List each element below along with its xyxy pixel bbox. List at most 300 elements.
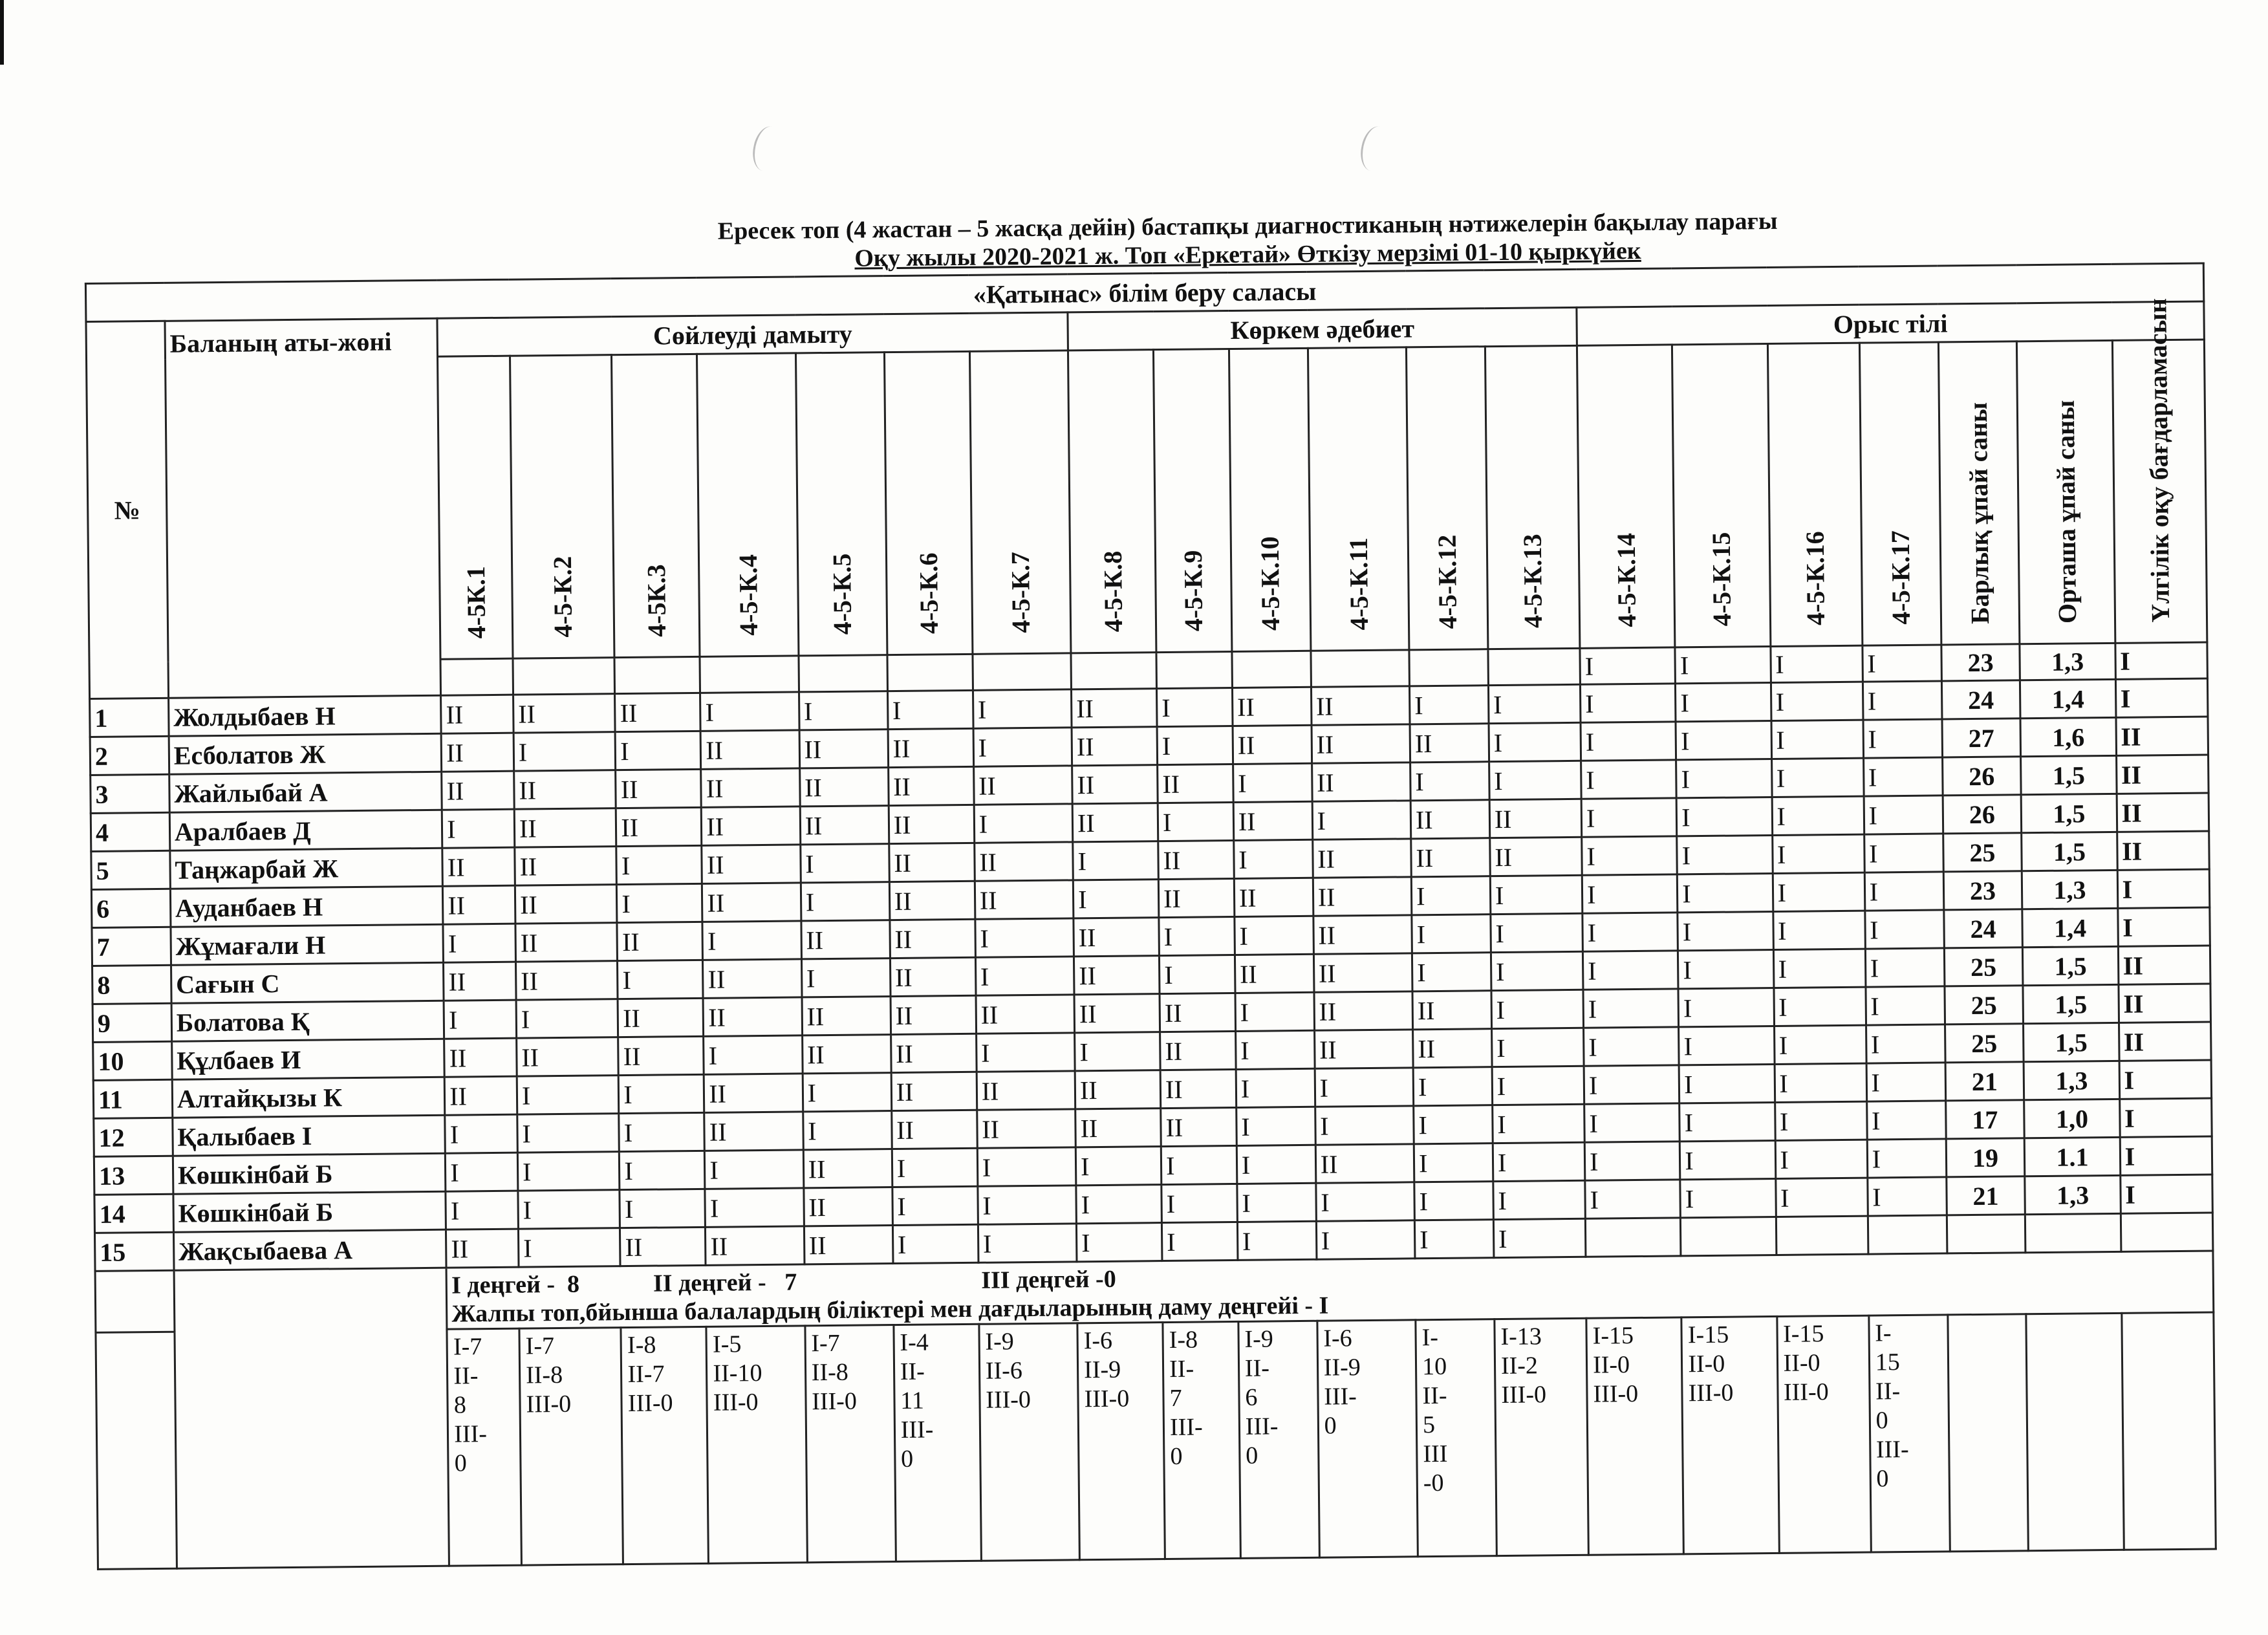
mark-cell: I — [892, 1148, 978, 1187]
mark-cell: I — [1159, 916, 1235, 955]
mark-cell: I — [892, 1224, 978, 1263]
level-cell: I — [2117, 869, 2210, 908]
criterion-header-label: 4-5-К.15 — [1707, 532, 1737, 627]
mark-cell: II — [888, 728, 974, 767]
criterion-header — [1229, 348, 1310, 651]
mark-cell: I — [1235, 916, 1313, 955]
criterion-header — [1577, 345, 1675, 648]
row-number: 8 — [92, 965, 171, 1004]
mark-cell — [513, 658, 615, 695]
row-number: 10 — [93, 1041, 172, 1080]
mark-cell — [1232, 651, 1311, 688]
row-number: 1 — [90, 698, 169, 737]
mark-cell: I — [516, 999, 618, 1039]
summary-cell — [447, 1328, 521, 1566]
program-header-label: Үлгілік оқу бағдарламасын — [2143, 298, 2176, 623]
mark-cell: II — [889, 805, 975, 843]
mark-cell: I — [1773, 911, 1865, 949]
child-name: Жайлыбай А — [169, 772, 442, 812]
criterion-header — [1154, 349, 1232, 653]
blank-cell — [95, 1270, 175, 1332]
mark-cell: II — [1072, 803, 1158, 842]
mark-cell: II — [703, 959, 802, 998]
mark-cell: II — [704, 1112, 803, 1151]
mark-cell: I — [1678, 873, 1773, 912]
mark-cell: II — [977, 1071, 1075, 1110]
summary-text: I- 10 II- 5 III -0 — [1421, 1323, 1448, 1497]
mark-cell: I — [1409, 686, 1488, 724]
mark-cell: II — [515, 961, 618, 1001]
mark-cell: II — [1072, 727, 1158, 766]
child-name: Көшкінбай Б — [173, 1191, 446, 1232]
mark-cell — [799, 655, 888, 692]
mark-cell: I — [1312, 801, 1411, 839]
mark-cell: I — [444, 1000, 516, 1039]
criterion-header-label: 4-5-К.8 — [1097, 550, 1128, 633]
criterion-header-label: 4-5-К.7 — [1006, 552, 1036, 634]
criterion-header-label: 4-5-К.6 — [914, 552, 944, 634]
summary-cell — [1238, 1321, 1319, 1558]
avg-cell: 1,5 — [2021, 755, 2117, 794]
mark-cell: I — [1237, 1107, 1315, 1145]
child-name: Сағын С — [171, 962, 444, 1003]
mark-cell: II — [1233, 801, 1312, 840]
mark-cell: I — [1489, 722, 1581, 761]
summary-text: I-15 II-0 III-0 — [1782, 1320, 1829, 1406]
mark-cell: I — [1867, 1139, 1946, 1178]
child-name: Жолдыбаев Н — [168, 695, 441, 736]
summary-cell — [1869, 1315, 1950, 1552]
avg-score-header-label: Орташа ұпай саны — [2050, 400, 2082, 623]
mark-cell: I — [1315, 1068, 1414, 1107]
mark-cell — [973, 653, 1072, 690]
mark-cell: I — [1315, 1106, 1414, 1145]
mark-cell: I — [1676, 797, 1772, 836]
mark-cell: II — [1413, 1029, 1492, 1068]
mark-cell: II — [618, 998, 704, 1037]
criterion-header — [1859, 342, 1941, 645]
mark-cell: II — [1072, 765, 1158, 804]
mark-cell: I — [446, 1153, 518, 1191]
number-header: № — [86, 321, 168, 698]
child-name: Ауданбаев Н — [170, 886, 443, 927]
mark-cell: II — [1072, 689, 1158, 728]
diagnostics-table — [85, 263, 2217, 1570]
mark-cell — [1585, 1218, 1681, 1257]
criterion-header-label: 4-5К.1 — [460, 565, 491, 639]
mark-cell: I — [1582, 874, 1678, 913]
mark-cell: I — [1160, 955, 1235, 993]
mark-cell: I — [1679, 1026, 1775, 1065]
mark-cell: II — [444, 1076, 517, 1115]
mark-cell: II — [442, 771, 514, 810]
summary-cell — [1077, 1323, 1165, 1560]
criterion-header-label: 4-5-К.16 — [1800, 531, 1831, 626]
mark-cell: I — [513, 732, 616, 772]
mark-cell: II — [1160, 1069, 1236, 1108]
mark-cell: II — [799, 730, 889, 768]
mark-cell: II — [1313, 953, 1412, 992]
child-name: Болатова Қ — [171, 1001, 444, 1041]
group-russian-header: Орыс тілі — [1577, 301, 2204, 345]
child-name: Көшкінбай Б — [173, 1153, 446, 1194]
child-name: Алтайқызы К — [172, 1077, 445, 1118]
mark-cell: I — [1075, 1147, 1161, 1186]
mark-cell: I — [1490, 875, 1582, 914]
summary-cell — [805, 1325, 896, 1563]
criterion-header — [795, 352, 887, 656]
mark-cell — [1409, 649, 1488, 686]
row-number: 15 — [94, 1232, 173, 1271]
mark-cell: I — [978, 1224, 1077, 1262]
summary-text: I-15 II-0 III-0 — [1687, 1321, 1734, 1407]
level-cell: I — [2120, 1175, 2212, 1213]
mark-cell: I — [1235, 1030, 1314, 1069]
summary-text: I-6 II-9 III-0 — [1083, 1326, 1130, 1413]
criterion-header — [1672, 344, 1771, 647]
level-cell: I — [2119, 1060, 2212, 1099]
mark-cell: I — [977, 1147, 1076, 1186]
row-number: 14 — [94, 1194, 173, 1233]
mark-cell: II — [515, 923, 618, 962]
mark-cell: I — [1237, 1183, 1316, 1222]
mark-cell: I — [1581, 760, 1677, 799]
avg-cell: 1,4 — [2022, 908, 2118, 947]
mark-cell: II — [1158, 764, 1233, 803]
mark-cell: I — [1316, 1220, 1415, 1259]
mark-cell: I — [1581, 798, 1677, 837]
mark-cell: I — [1491, 990, 1584, 1028]
mark-cell: II — [976, 995, 1075, 1034]
mark-cell: I — [1679, 1102, 1775, 1141]
row-number: 5 — [91, 850, 170, 889]
area-title: «Қатынас» білім беру саласы — [85, 263, 2203, 321]
child-name-header: Баланың аты-жөні — [165, 318, 441, 698]
criterion-header-label: 4-5-К.17 — [1885, 530, 1916, 625]
mark-cell: I — [1493, 1142, 1585, 1181]
mark-cell: I — [1770, 645, 1863, 682]
mark-cell: II — [514, 770, 616, 810]
total-cell: 26 — [1942, 757, 2021, 796]
row-number: 11 — [93, 1079, 172, 1118]
child-name: Есболатов Ж — [169, 733, 442, 774]
mark-cell: I — [803, 1073, 892, 1112]
total-cell — [1947, 1215, 2025, 1253]
mark-cell: I — [619, 1074, 705, 1113]
mark-cell: I — [1491, 1028, 1584, 1067]
mark-cell: II — [800, 806, 889, 845]
mark-cell — [1776, 1216, 1868, 1255]
mark-cell — [1488, 648, 1581, 685]
criterion-header-label: 4-5-К.10 — [1255, 536, 1286, 631]
mark-cell: I — [517, 1114, 620, 1153]
mark-cell: I — [1157, 688, 1233, 726]
mark-cell — [700, 656, 799, 693]
criterion-header — [1767, 343, 1863, 646]
mark-cell: I — [1161, 1184, 1237, 1222]
mark-cell: I — [1679, 1064, 1775, 1103]
mark-cell — [1681, 1217, 1777, 1255]
mark-cell: II — [1074, 994, 1160, 1033]
mark-cell: I — [1863, 719, 1942, 758]
mark-cell: II — [702, 845, 801, 883]
title-line-2: Оқу жылы 2020-2021 ж. Топ «Еркетай» Өткізу мерзімі 01-10 қыркүйек — [854, 237, 1641, 272]
mark-cell: II — [1075, 1070, 1161, 1109]
mark-cell: II — [616, 807, 702, 846]
mark-cell: II — [1074, 918, 1160, 957]
mark-cell: I — [1493, 1104, 1585, 1143]
total-cell: 24 — [1943, 909, 2022, 948]
mark-cell: I — [517, 1076, 619, 1115]
mark-cell: I — [1583, 989, 1679, 1028]
mark-cell: I — [705, 1188, 804, 1227]
summary-text: I-7 II- 8 III- 0 — [453, 1333, 488, 1477]
mark-cell: I — [1493, 1180, 1586, 1219]
avg-cell: 1,3 — [2024, 1061, 2119, 1099]
mark-cell: II — [973, 766, 1072, 805]
mark-cell: II — [446, 1229, 519, 1268]
summary-text: I-8 II-7 III-0 — [627, 1331, 673, 1418]
mark-cell: I — [1864, 872, 1943, 911]
title-line-1: Ересек топ (4 жастан – 5 жасқа дейін) бастапқы диагностиканың нәтижелерін бақылау парағы — [717, 207, 1778, 245]
mark-cell: I — [1865, 910, 1944, 949]
mark-cell: I — [1864, 834, 1943, 872]
criterion-header — [969, 351, 1071, 654]
mark-cell: I — [1161, 1145, 1237, 1184]
child-name: Аралбаев Д — [169, 810, 442, 850]
overall-level-line: Жалпы топ,бйынша балалардың біліктері мен дағдыларының даму деңгейі - I — [451, 1292, 1329, 1328]
mark-cell: I — [1865, 948, 1944, 987]
mark-cell: I — [1866, 1063, 1945, 1101]
mark-cell — [1311, 650, 1410, 687]
mark-cell: I — [620, 1151, 706, 1189]
mark-cell: II — [1158, 840, 1234, 879]
mark-cell: II — [891, 1072, 977, 1110]
row-number: 2 — [90, 736, 169, 775]
mark-cell: II — [441, 733, 513, 772]
summary-cell — [894, 1324, 982, 1561]
mark-cell: I — [1073, 880, 1159, 918]
mark-cell: I — [1414, 1105, 1493, 1144]
mark-cell: I — [1773, 872, 1865, 911]
summary-cell — [1681, 1316, 1779, 1554]
mark-cell: I — [704, 1035, 803, 1074]
summary-cell — [1317, 1320, 1418, 1557]
summary-text: I-9 II-6 III-0 — [985, 1328, 1031, 1414]
mark-cell: II — [891, 995, 977, 1034]
mark-cell: I — [975, 957, 1074, 995]
mark-cell: I — [1584, 1065, 1679, 1104]
mark-cell: II — [1160, 1031, 1236, 1070]
avg-cell: 1,3 — [2025, 1175, 2121, 1214]
summary-cell — [1416, 1319, 1496, 1557]
mark-cell: I — [1863, 681, 1941, 720]
mark-cell: I — [443, 924, 515, 962]
row-number: 6 — [91, 889, 170, 927]
mark-cell: I — [1775, 1178, 1868, 1217]
mark-cell: II — [1490, 837, 1582, 876]
mark-cell: II — [1161, 1107, 1237, 1146]
mark-cell: I — [1675, 647, 1771, 684]
mark-cell: I — [1863, 645, 1941, 682]
avg-cell: 1,5 — [2024, 1023, 2119, 1061]
mark-cell: I — [1680, 1140, 1776, 1179]
avg-cell: 1,0 — [2024, 1099, 2120, 1138]
mark-cell: I — [1076, 1223, 1162, 1262]
avg-cell: 1,5 — [2022, 832, 2117, 871]
punch-hole-mark — [749, 124, 786, 173]
mark-cell: I — [705, 1150, 804, 1189]
mark-cell: I — [1775, 1140, 1868, 1178]
mark-cell: I — [700, 692, 799, 731]
mark-cell: I — [1491, 913, 1583, 952]
level-cell: I — [2115, 642, 2208, 679]
summary-text: I-9 II- 6 III- 0 — [1244, 1325, 1279, 1469]
mark-cell: I — [1582, 836, 1678, 875]
level-cell: I — [2119, 1098, 2212, 1137]
mark-cell: I — [1774, 1025, 1866, 1064]
levels-count-line: I деңгей - 8 II деңгей - 7 III деңгей -0 — [451, 1265, 1116, 1299]
mark-cell: I — [1414, 1220, 1493, 1259]
mark-cell: II — [975, 880, 1074, 919]
child-name: Қалыбаев І — [173, 1115, 446, 1156]
mark-cell: II — [1233, 725, 1312, 764]
mark-cell: I — [976, 1033, 1075, 1072]
mark-cell: I — [887, 690, 973, 729]
child-name: Жұмағали Н — [171, 924, 444, 965]
mark-cell: II — [804, 1187, 893, 1226]
level-cell: II — [2117, 793, 2209, 832]
mark-cell: II — [1314, 1030, 1413, 1068]
mark-cell: II — [804, 1226, 893, 1264]
mark-cell: II — [1234, 878, 1313, 916]
mark-cell — [1156, 651, 1232, 688]
mark-cell: II — [1160, 993, 1235, 1032]
avg-cell: 1,3 — [2020, 643, 2115, 680]
mark-cell: I — [1585, 1180, 1681, 1218]
criterion-header-label: 4-5-К.14 — [1611, 533, 1642, 628]
criterion-header-label: 4-5-К.5 — [826, 553, 857, 635]
mark-cell: II — [888, 766, 974, 805]
summary-cell — [519, 1328, 623, 1565]
mark-cell: I — [1772, 796, 1864, 835]
mark-cell: I — [1581, 722, 1676, 761]
summary-text: I-5 II-10 III-0 — [712, 1330, 762, 1416]
mark-cell: I — [1680, 1178, 1776, 1217]
total-cell: 19 — [1946, 1138, 2025, 1177]
mark-cell: II — [620, 1227, 706, 1266]
mark-cell: I — [1580, 647, 1676, 684]
mark-cell: I — [1677, 835, 1773, 874]
mark-cell: II — [975, 842, 1074, 881]
avg-cell: 1,4 — [2020, 679, 2116, 718]
child-name: Жақсыбаева А — [173, 1229, 446, 1270]
summary-cell — [1777, 1316, 1871, 1553]
mark-cell: II — [444, 1038, 517, 1077]
mark-cell: I — [1678, 911, 1773, 950]
mark-cell: II — [1312, 763, 1410, 801]
mark-cell: II — [1235, 954, 1313, 993]
summary-text: I-8 II- 7 III- 0 — [1169, 1326, 1203, 1470]
criterion-header-label: 4-5-К.11 — [1344, 537, 1374, 631]
program-header — [2112, 298, 2207, 643]
total-cell: 23 — [1941, 644, 2020, 681]
mark-cell: I — [1237, 1145, 1315, 1184]
mark-cell: II — [1232, 687, 1311, 726]
mark-cell: I — [442, 809, 515, 848]
mark-cell: I — [1772, 834, 1864, 873]
blank-cell — [174, 1268, 449, 1568]
mark-cell: I — [1584, 1027, 1679, 1066]
summary-cell — [1586, 1317, 1684, 1555]
group-literature-header: Көркем әдебиет — [1068, 307, 1577, 351]
mark-cell: I — [1411, 876, 1490, 915]
avg-cell: 1,3 — [2022, 870, 2118, 909]
level-cell: II — [2116, 717, 2209, 755]
mark-cell: I — [1676, 720, 1771, 759]
criterion-header-label: 4-5-К.2 — [548, 556, 578, 638]
mark-cell: II — [890, 919, 976, 958]
mark-cell: I — [616, 845, 702, 884]
mark-cell: II — [706, 1226, 805, 1265]
mark-cell: I — [1414, 1182, 1493, 1220]
level-cell: II — [2119, 984, 2211, 1023]
mark-cell: I — [1161, 1222, 1237, 1261]
mark-cell: II — [618, 1036, 704, 1075]
mark-cell: II — [704, 1074, 803, 1112]
mark-cell: I — [1489, 761, 1581, 799]
mark-cell: II — [889, 843, 975, 882]
total-cell: 21 — [1945, 1062, 2024, 1101]
avg-cell: 1,5 — [2022, 794, 2117, 832]
mark-cell: I — [1414, 1143, 1493, 1182]
mark-cell: I — [1678, 949, 1774, 988]
mark-cell: I — [1775, 1063, 1867, 1102]
avg-cell — [2025, 1213, 2121, 1252]
total-cell: 23 — [1943, 871, 2022, 910]
criterion-header — [1485, 345, 1580, 649]
summary-cell — [1163, 1321, 1240, 1559]
mark-cell: I — [620, 1189, 706, 1228]
mark-cell: I — [517, 1152, 620, 1191]
criterion-header-label: 4-5К.3 — [641, 563, 672, 637]
mark-cell: I — [446, 1191, 518, 1229]
criterion-header — [1406, 347, 1487, 650]
summary-cell — [706, 1326, 807, 1563]
mark-cell — [614, 656, 700, 693]
criterion-header — [438, 356, 513, 659]
blank-cell — [2121, 1312, 2216, 1550]
mark-cell: I — [1676, 759, 1772, 797]
mark-cell: I — [1412, 915, 1491, 953]
summary-cell — [1495, 1318, 1589, 1555]
mark-cell: I — [518, 1228, 620, 1268]
total-cell: 21 — [1946, 1176, 2025, 1215]
criterion-header-label: 4-5-К.12 — [1432, 534, 1463, 629]
mark-cell: II — [702, 807, 801, 845]
mark-cell: II — [803, 1149, 892, 1188]
mark-cell: II — [891, 1034, 977, 1072]
avg-cell: 1,6 — [2020, 717, 2116, 756]
mark-cell: II — [1158, 878, 1234, 917]
mark-cell: I — [978, 1186, 1077, 1224]
mark-cell: I — [1158, 802, 1233, 841]
level-cell: II — [2118, 946, 2210, 984]
mark-cell: I — [1775, 1101, 1867, 1140]
summary-text: I-15 II-0 III-0 — [1592, 1322, 1639, 1408]
mark-cell: II — [444, 962, 516, 1001]
mark-cell: II — [801, 920, 891, 959]
